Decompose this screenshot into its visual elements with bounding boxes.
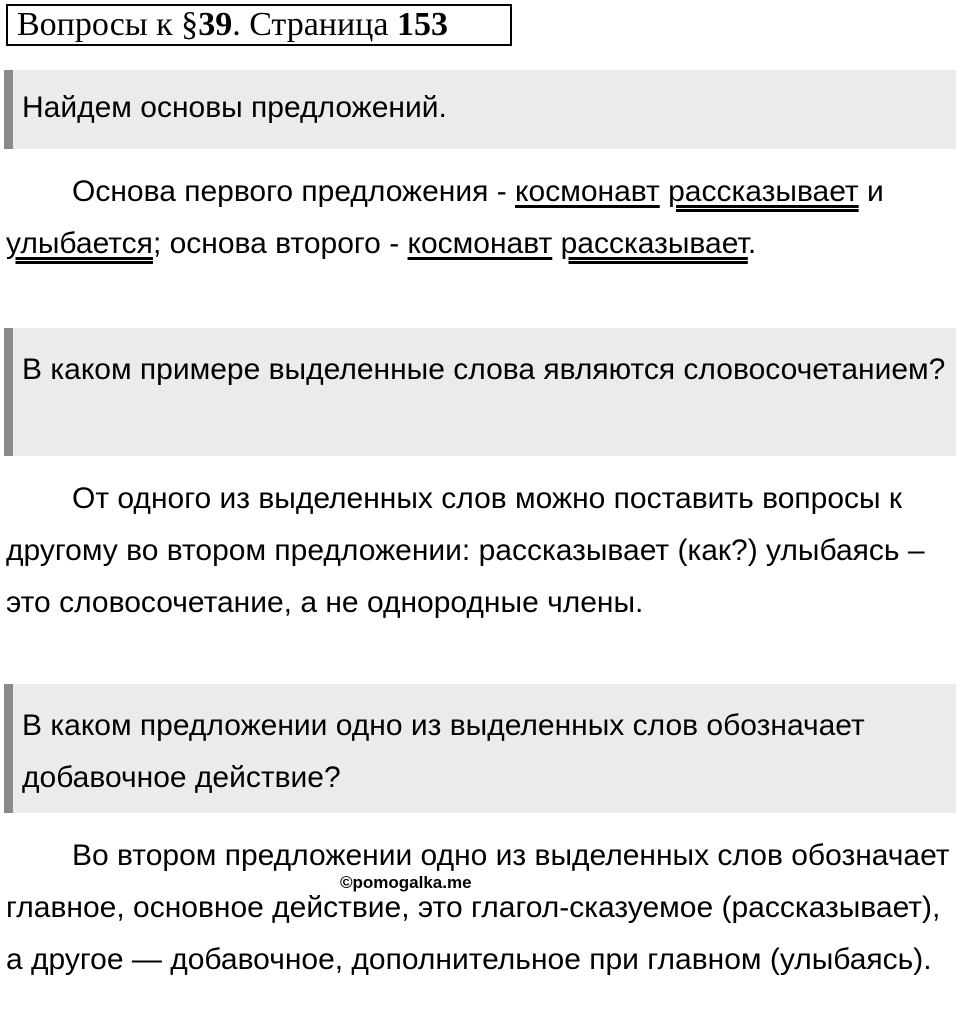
page-header bbox=[6, 4, 512, 46]
predicate-1: рассказывает bbox=[668, 175, 859, 208]
answer-2-text: От одного из выделенных слов можно поставить вопросы к другому во втором предложении: рассказывает (как?) улыбаясь – это словосочетание, а не однородные члены. bbox=[6, 482, 925, 619]
answer-1-mid: ; основа второго - bbox=[152, 227, 408, 260]
header-section-number: 39 bbox=[198, 6, 233, 43]
answer-1-end: . bbox=[747, 227, 757, 260]
subject-2: космонавт bbox=[407, 227, 553, 260]
predicate-2: улыбается bbox=[6, 227, 153, 260]
answer-2 bbox=[6, 473, 950, 629]
answer-1 bbox=[6, 166, 950, 270]
answer-1-intro: Основа первого предложения - bbox=[72, 175, 516, 208]
question-1-text: Найдем основы предложений. bbox=[22, 91, 447, 124]
header-page-number: 153 bbox=[396, 6, 448, 43]
question-3-text: В каком предложении одно из выделенных слов обозначает добавочное действие? bbox=[22, 709, 865, 794]
answer-3 bbox=[6, 830, 950, 986]
header-middle: . Страница bbox=[232, 6, 397, 43]
answer-1-and: и bbox=[858, 175, 884, 208]
header-prefix: Вопросы к § bbox=[17, 6, 199, 43]
question-box-2 bbox=[4, 328, 956, 456]
predicate-3: рассказывает bbox=[560, 227, 748, 260]
question-box-3 bbox=[4, 684, 956, 813]
question-box-1 bbox=[4, 70, 956, 149]
watermark: ©pomogalka.me bbox=[340, 873, 472, 892]
question-2-text: В каком примере выделенные слова являются словосочетанием? bbox=[22, 353, 946, 386]
subject-1: космонавт bbox=[515, 175, 660, 208]
answer-3-text: Во втором предложении одно из выделенных слов обозначает главное, основное действие, это глагол-сказуемое (рассказывает), а другое — добавочное, дополнительное при главном (улыбаясь). bbox=[6, 839, 950, 976]
